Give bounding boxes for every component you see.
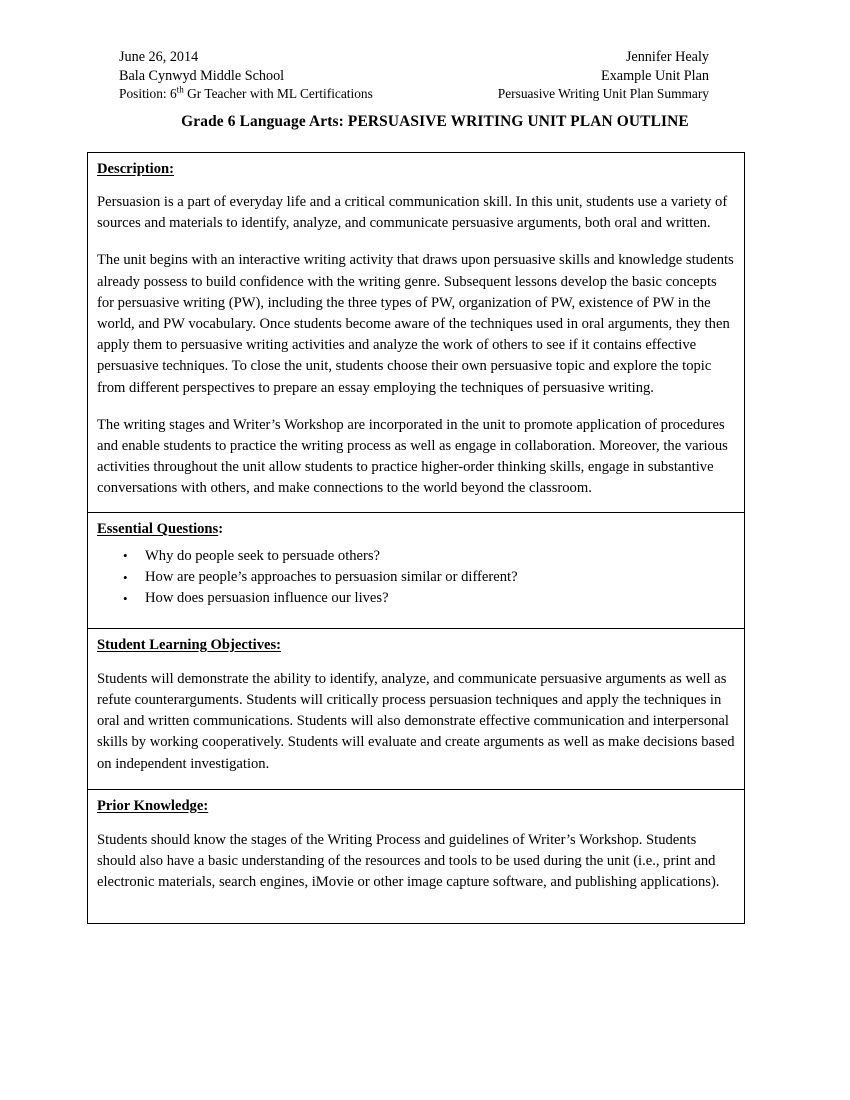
unit-plan-outline-table <box>87 152 745 924</box>
header-author: Jennifer Healy <box>625 49 709 65</box>
header-row-school <box>119 67 709 86</box>
section-description-heading-text: Description: <box>97 161 175 177</box>
section-essential-questions-heading-colon: : <box>218 520 224 537</box>
header-position <box>119 85 373 104</box>
student-learning-objectives-paragraph-1: Students will demonstrate the ability to identify, analyze, and communicate persuasive arguments as well as refute counterarguments. Students will critically process persuasion techniques and apply the techniques in oral and written communications. Students will also demonstrate effective communication and interpersonal skills by working cooperatively. Students will evaluate and create arguments as well as make decisions based on independent investigation. <box>97 670 735 772</box>
list-item: • Why do people seek to persuade others? <box>97 546 735 567</box>
list-item: • How are people’s approaches to persuasion similar or different? <box>97 567 735 588</box>
header-doc-subtitle: Persuasive Writing Unit Plan Summary <box>497 86 709 101</box>
prior-knowledge-paragraph-1: Students should know the stages of the Writing Process and guidelines of Writer’s Workshop. Students should also have a basic understanding of the resources and tools to be used during the unit (i.e., print and electronic materials, search engines, iMovie or other image capture software, and publishing applications). <box>97 831 720 891</box>
page-title: Grade 6 Language Arts: PERSUASIVE WRITING UNIT PLAN OUTLINE <box>181 113 689 130</box>
header-school: Bala Cynwyd Middle School <box>119 67 285 84</box>
section-essential-questions <box>88 513 744 629</box>
header-date: June 26, 2014 <box>119 49 199 65</box>
section-prior-knowledge-heading <box>97 796 735 816</box>
essential-questions-list <box>97 546 735 610</box>
description-paragraph-1: Persuasion is a part of everyday life and a critical communication skill. In this unit, students use a variety of sources and materials to identify, analyze, and communicate persuasive arguments, both oral and written. <box>97 194 728 232</box>
section-description-heading <box>97 159 735 179</box>
header-position-prefix: Position: 6 <box>119 86 177 101</box>
section-student-learning-objectives <box>88 629 744 790</box>
section-student-learning-objectives-heading-text: Student Learning Objectives: <box>97 636 282 653</box>
list-item: • How does persuasion influence our lives? <box>97 588 735 609</box>
section-prior-knowledge <box>88 790 744 924</box>
header-position-ordinal-suffix: th <box>176 84 184 95</box>
header-row-position <box>119 85 709 104</box>
header-position-suffix: Gr Teacher with ML Certifications <box>183 86 373 101</box>
description-paragraph-2: The unit begins with an interactive writing activity that draws upon persuasive skills and knowledge students already possess to build confidence with the writing genre. Subsequent lessons develop the basic concepts for persuasive writing (PW), including the three types of PW, organization of PW, existence of PW in the world, and PW vocabulary. Once students become aware of the techniques used in oral arguments, they then apply them to persuasive writing activities and analyze the work of others to see if it contains effective persuasive techniques. To close the unit, students choose their own persuasive topic and explore the topic from different perspectives to prepare an essay employing the techniques of persuasive writing. <box>97 252 734 396</box>
section-description <box>88 153 744 513</box>
section-student-learning-objectives-heading <box>97 635 735 655</box>
document-header <box>119 48 709 104</box>
header-doc-type: Example Unit Plan <box>601 67 709 84</box>
section-essential-questions-heading <box>97 519 735 539</box>
section-essential-questions-heading-text: Essential Questions <box>97 520 219 537</box>
header-row-date <box>119 48 709 67</box>
section-prior-knowledge-heading-text: Prior Knowledge: <box>97 797 209 814</box>
description-paragraph-3: The writing stages and Writer’s Workshop are incorporated in the unit to promote application of procedures and enable students to practice the writing process as well as engage in collaboration. Moreover, the various activities throughout the unit allow students to practice higher-order thinking skills, engage in substantive conversations with others, and make connections to the world beyond the classroom. <box>97 416 728 497</box>
